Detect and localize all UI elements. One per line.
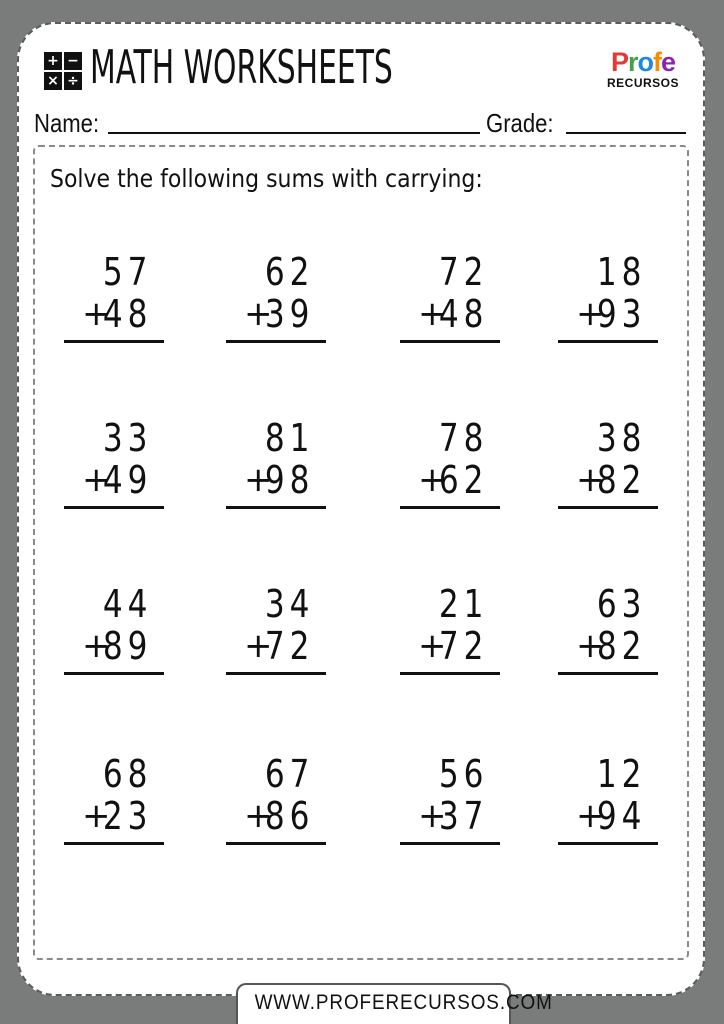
addition-problem [64, 584, 164, 680]
plus-sign: + [418, 294, 447, 334]
addend-top: 18 [596, 250, 646, 294]
sum-line [226, 842, 326, 845]
addend-bottom: 86 [264, 794, 314, 838]
calculator-icon [44, 52, 82, 90]
grade-field[interactable] [566, 132, 686, 134]
sum-line [400, 672, 500, 675]
plus-sign: + [82, 796, 111, 836]
addend-top: 68 [102, 752, 152, 796]
addition-problem [558, 252, 658, 348]
addition-problem [226, 754, 326, 850]
plus-sign: + [576, 460, 605, 500]
addend-bottom: 94 [596, 794, 646, 838]
footer-url-tab [236, 983, 553, 1024]
times-symbol: × [44, 72, 62, 90]
addend-top: 67 [264, 752, 314, 796]
sum-line [226, 672, 326, 675]
plus-sign: + [244, 294, 273, 334]
name-label: Name: [34, 108, 100, 138]
sum-line [558, 340, 658, 343]
sum-line [558, 506, 658, 509]
sum-line [64, 672, 164, 675]
addend-top: 44 [102, 582, 152, 626]
logo-wordmark: Profe [610, 47, 676, 77]
addend-bottom: 89 [102, 624, 152, 668]
plus-symbol: + [44, 52, 62, 70]
plus-sign: + [576, 626, 605, 666]
addend-bottom: 39 [264, 292, 314, 336]
addition-problem [400, 252, 500, 348]
sum-line [400, 842, 500, 845]
plus-sign: + [244, 626, 273, 666]
addend-top: 33 [102, 416, 152, 460]
sum-line [558, 842, 658, 845]
addend-top: 72 [438, 250, 488, 294]
addend-top: 34 [264, 582, 314, 626]
addition-problem [226, 252, 326, 348]
addition-problem [64, 418, 164, 514]
sum-line [226, 506, 326, 509]
divide-symbol: ÷ [64, 72, 82, 90]
sum-line [64, 340, 164, 343]
plus-sign: + [418, 460, 447, 500]
addend-bottom: 93 [596, 292, 646, 336]
plus-sign: + [244, 460, 273, 500]
plus-sign: + [418, 796, 447, 836]
sum-line [64, 506, 164, 509]
profe-recursos-logo [603, 48, 683, 90]
sum-line [64, 842, 164, 845]
addend-top: 21 [438, 582, 488, 626]
addend-bottom: 23 [102, 794, 152, 838]
addend-bottom: 72 [438, 624, 488, 668]
plus-sign: + [244, 796, 273, 836]
sum-line [400, 506, 500, 509]
plus-sign: + [418, 626, 447, 666]
plus-sign: + [82, 460, 111, 500]
addition-problem [64, 252, 164, 348]
addend-bottom: 48 [102, 292, 152, 336]
sum-line [226, 340, 326, 343]
footer-url: WWW.PROFERECURSOS.COM [254, 991, 553, 1014]
addition-problem [558, 584, 658, 680]
addend-bottom: 62 [438, 458, 488, 502]
grade-label: Grade: [486, 108, 554, 138]
name-field[interactable] [108, 132, 480, 134]
addend-top: 38 [596, 416, 646, 460]
instruction-text: Solve the following sums with carrying: [50, 164, 483, 193]
addend-top: 62 [264, 250, 314, 294]
addition-problem [400, 754, 500, 850]
plus-sign: + [576, 294, 605, 334]
page-title: MATH WORKSHEETS [90, 40, 393, 94]
logo-subtitle: RECURSOS [606, 76, 679, 90]
addition-problem [558, 418, 658, 514]
addend-bottom: 98 [264, 458, 314, 502]
addend-bottom: 82 [596, 624, 646, 668]
addend-top: 12 [596, 752, 646, 796]
addend-top: 57 [102, 250, 152, 294]
addend-bottom: 72 [264, 624, 314, 668]
addend-top: 78 [438, 416, 488, 460]
addend-top: 81 [264, 416, 314, 460]
addend-bottom: 48 [438, 292, 488, 336]
plus-sign: + [82, 626, 111, 666]
minus-symbol: − [64, 52, 82, 70]
addend-top: 56 [438, 752, 488, 796]
addend-top: 63 [596, 582, 646, 626]
addend-bottom: 49 [102, 458, 152, 502]
addition-problem [226, 418, 326, 514]
addition-problem [400, 584, 500, 680]
sum-line [400, 340, 500, 343]
addend-bottom: 82 [596, 458, 646, 502]
addend-bottom: 37 [438, 794, 488, 838]
addition-problem [558, 754, 658, 850]
addition-problem [64, 754, 164, 850]
plus-sign: + [576, 796, 605, 836]
plus-sign: + [82, 294, 111, 334]
sum-line [558, 672, 658, 675]
addition-problem [400, 418, 500, 514]
addition-problem [226, 584, 326, 680]
